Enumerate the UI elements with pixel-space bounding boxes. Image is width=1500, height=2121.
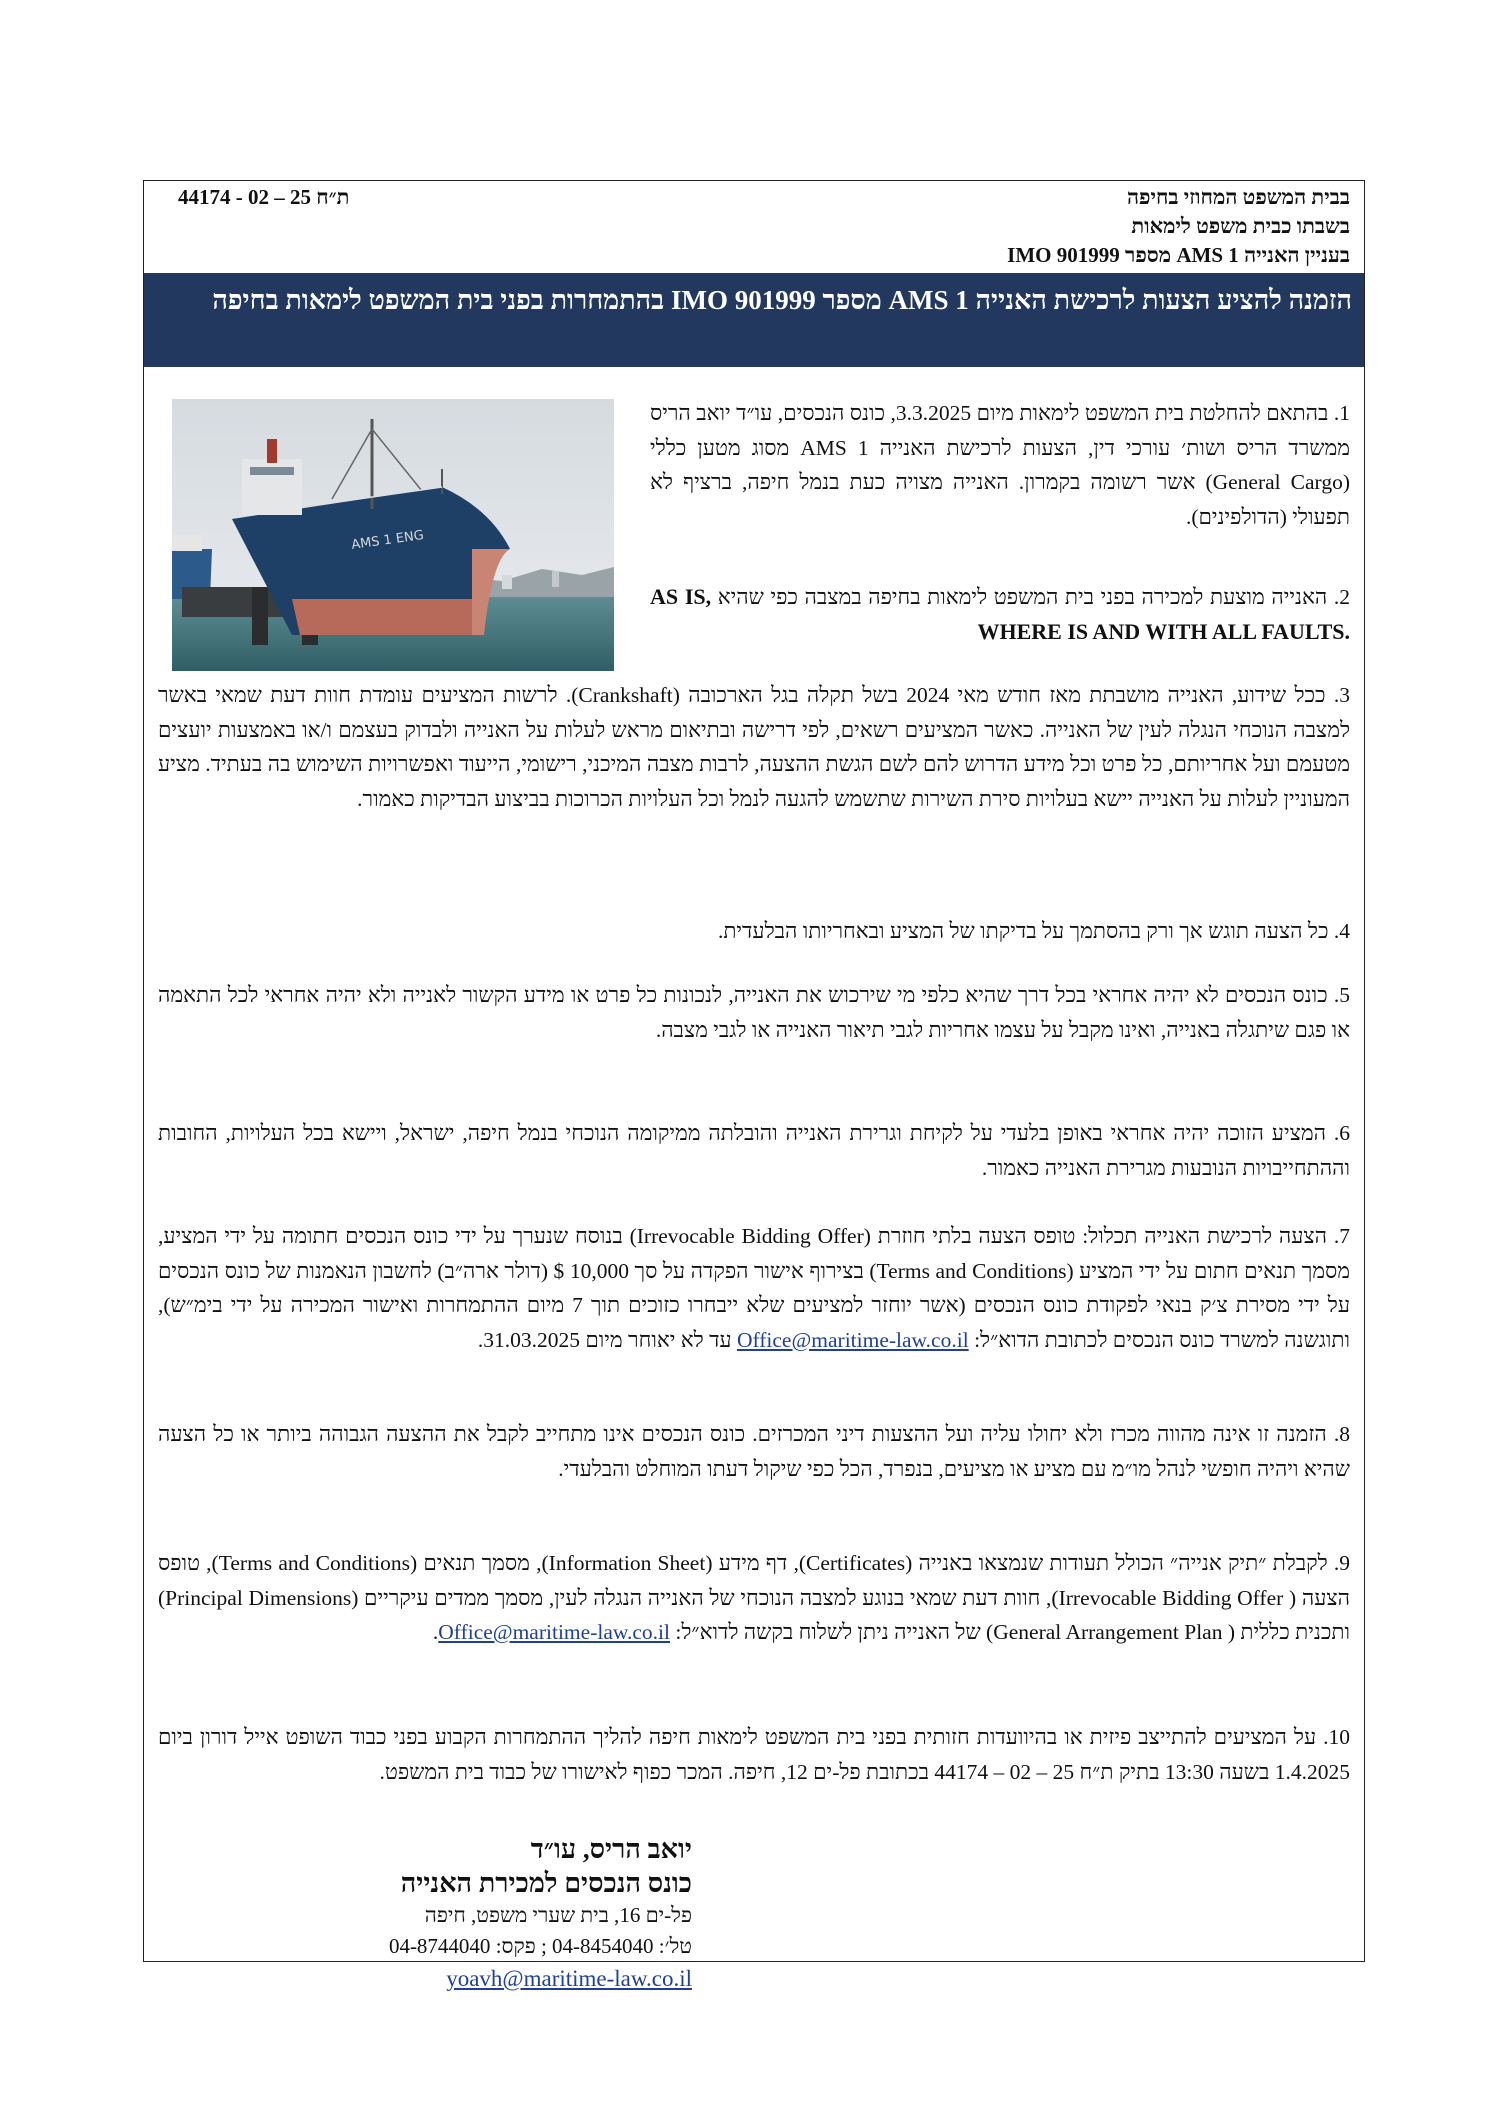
case-number: ת״ח 25 – 02 - 44174 bbox=[178, 185, 350, 209]
vessel-matter: בעניין האנייה AMS 1 מספר IMO 901999 bbox=[1007, 243, 1350, 267]
court-capacity: בשבתו כבית משפט לימאות bbox=[1131, 214, 1350, 238]
as-is-clause: AS IS, WHERE IS AND WITH ALL FAULTS. bbox=[650, 584, 1350, 644]
signer-phones: טל׳: 04-8454040 ; פקס: 04-8744040 bbox=[388, 1934, 692, 1958]
paragraph-1 bbox=[650, 396, 1350, 534]
signer-email-link[interactable]: yoavh@maritime-law.co.il bbox=[446, 1966, 692, 1991]
paragraph-7-text: 7. הצעה לרכישת האנייה תכלול: טופס הצעה בלתי חוזרת (Irrevocable Bidding Offer) בנוסח שנערך על ידי כונס הנכסים חתומה על ידי המציע, מסמך תנאים חתום על ידי המציע (Terms and Conditions) בצירוף אישור הפקדה על סך 10,000 $ (דולר ארה״ב) לחשבון הנאמנות של כונס הנכסים על ידי מסירת צ׳ק בנאי לפקודת כונס הנכסים (אשר יוחזר למציעים שלא ייבחרו כזוכים תוך 7 מיום ההתמחרות ואישור המכירה על ידי בימ״ש), ותוגשנה למשרד כונס הנכסים לכתובת הדוא״ל: bbox=[158, 1224, 1350, 1352]
paragraph-7-deadline: עד לא יאוחר מיום 31.03.2025. bbox=[477, 1327, 737, 1352]
court-name: בבית המשפט המחוזי בחיפה bbox=[1126, 185, 1350, 209]
paragraph-3 bbox=[158, 678, 1350, 816]
paragraph-1-text: 1. בהתאם להחלטת בית המשפט לימאות מיום 3.3.2025, כונס הנכסים, עו״ד יואב הריס ממשרד הריס ושות׳ עורכי דין, הצעות לרכישת האנייה AMS 1 מסוג מטען כללי (General Cargo) אשר רשומה בקמרון. האנייה מצויה כעת בנמל חיפה, ברציף לא תפעולי (הדולפינים). bbox=[650, 401, 1350, 529]
office-email-link[interactable]: Office@maritime-law.co.il bbox=[736, 1327, 969, 1352]
paragraph-4-text: 4. כל הצעה תוגש אך ורק בהסתמך על בדיקתו של המציע ובאחריותו הבלעדית. bbox=[717, 919, 1350, 943]
banner-title: הזמנה להציע הצעות לרכישת האנייה AMS 1 מספר IMO 901999 בהתמחרות בפני בית המשפט לימאות בחיפה bbox=[212, 285, 1352, 315]
paragraph-4 bbox=[158, 914, 1350, 949]
paragraph-6 bbox=[158, 1116, 1350, 1185]
paragraph-9-text: 9. לקבלת ״תיק אנייה״ הכולל תעודות שנמצאו באנייה (Certificates), דף מידע (Information Sheet), מסמך תנאים (Terms and Conditions), טופס הצעה ( Irrevocable Bidding Offer), חוות דעת שמאי בנוגע למצבה הנוכחי של האנייה הנגלה לעין, מסמך ממדים עיקריים (Principal Dimensions) ותכנית כללית ( General Arrangement Plan) של האנייה ניתן לשלוח בקשה לדוא״ל: bbox=[158, 1551, 1350, 1644]
invitation-banner bbox=[144, 273, 1364, 367]
vessel-photo bbox=[172, 399, 614, 671]
signer-name: יואב הריס, עו״ד bbox=[530, 1834, 692, 1864]
paragraph-5-text: 5. כונס הנכסים לא יהיה אחראי בכל דרך שהיא כלפי מי שירכוש את האנייה, לנכונות כל פרט או מידע הקשור לאנייה ולא יהיה אחראי לכל התאמה או פגם שיתגלה באנייה, ואינו מקבל על עצמו אחריות לגבי תיאור האנייה או לגבי מצבה. bbox=[158, 983, 1350, 1042]
case-header bbox=[144, 181, 1364, 273]
paragraph-9-tail: . bbox=[432, 1620, 439, 1644]
paragraph-3-text: 3. ככל שידוע, האנייה מושבתת מאז חודש מאי 2024 בשל תקלה בגל הארכובה (Crankshaft). לרשות המציעים עומדת חוות דעת שמאי באשר למצבה הנוכחי הנגלה לעין של האנייה. כאשר המציעים רשאים, לפי דרישה ובתיאום מראש לעלות על האנייה ולבדוק בעצמם ו/או באמצעות יועצים מטעמם ועל אחריותם, כל פרט וכל מידע הדרוש להם לשם הגשת ההצעה, לרבות מצבה המיכני, רישומי, הייעוד ואפשרויות השימוש בה בעתיד. מציע המעוניין לעלות על האנייה יישא בעלויות סירת השירות שתשמש להגעה לנמל וכל העלויות הכרוכות בביצוע הבדיקות כאמור. bbox=[158, 683, 1350, 811]
paragraph-9 bbox=[158, 1546, 1350, 1650]
paragraph-5 bbox=[158, 978, 1350, 1047]
notice-frame bbox=[143, 180, 1365, 1991]
paragraph-7 bbox=[158, 1219, 1350, 1357]
paragraph-10 bbox=[158, 1720, 1350, 1789]
signer-role: כונס הנכסים למכירת האנייה bbox=[400, 1868, 692, 1898]
hull-lettering: AMS 1 ENG bbox=[350, 527, 425, 553]
paragraph-2 bbox=[650, 580, 1350, 649]
office-email-link-2[interactable]: Office@maritime-law.co.il bbox=[438, 1620, 670, 1644]
paragraph-10-text: 10. על המציעים להתייצב פיזית או בהיוועדות חזותית בפני בית המשפט לימאות חיפה להליך ההתמחרות הקבוע בפני כבוד השופט אייל דורון ביום 1.4.2025 בשעה 13:30 בתיק ת״ח 25 – 02 – 44174 בכתובת פל-ים 12, חיפה. המכר כפוף לאישורו של כבוד בית המשפט. bbox=[158, 1725, 1350, 1784]
paragraph-8-text: 8. הזמנה זו אינה מהווה מכרז ולא יחולו עליה ועל ההצעות דיני המכרזים. כונס הנכסים אינו מתחייב לקבל את ההצעה הגבוהה ביותר או כל הצעה שהיא ויהיה חופשי לנהל מו״מ עם מציע או מציעים, בנפרד, הכל כפי שיקול דעתו המוחלט והבלעדי. bbox=[158, 1422, 1350, 1481]
signer-address: פל-ים 16, בית שערי משפט, חיפה bbox=[424, 1903, 692, 1927]
paragraph-2-text: 2. האנייה מוצעת למכירה בפני בית המשפט לימאות בחיפה במצבה כפי שהיא bbox=[711, 585, 1350, 609]
paragraph-8 bbox=[158, 1417, 1350, 1486]
paragraph-6-text: 6. המציע הזוכה יהיה אחראי באופן בלעדי על לקיחת וגרירת האנייה והובלתה ממיקומה הנוכחי בנמל חיפה, ישראל, ויישא בכל העלויות, החובות וההתחייבויות הנובעות מגרירת האנייה כאמור. bbox=[158, 1121, 1350, 1180]
signature-block bbox=[172, 1832, 692, 1996]
